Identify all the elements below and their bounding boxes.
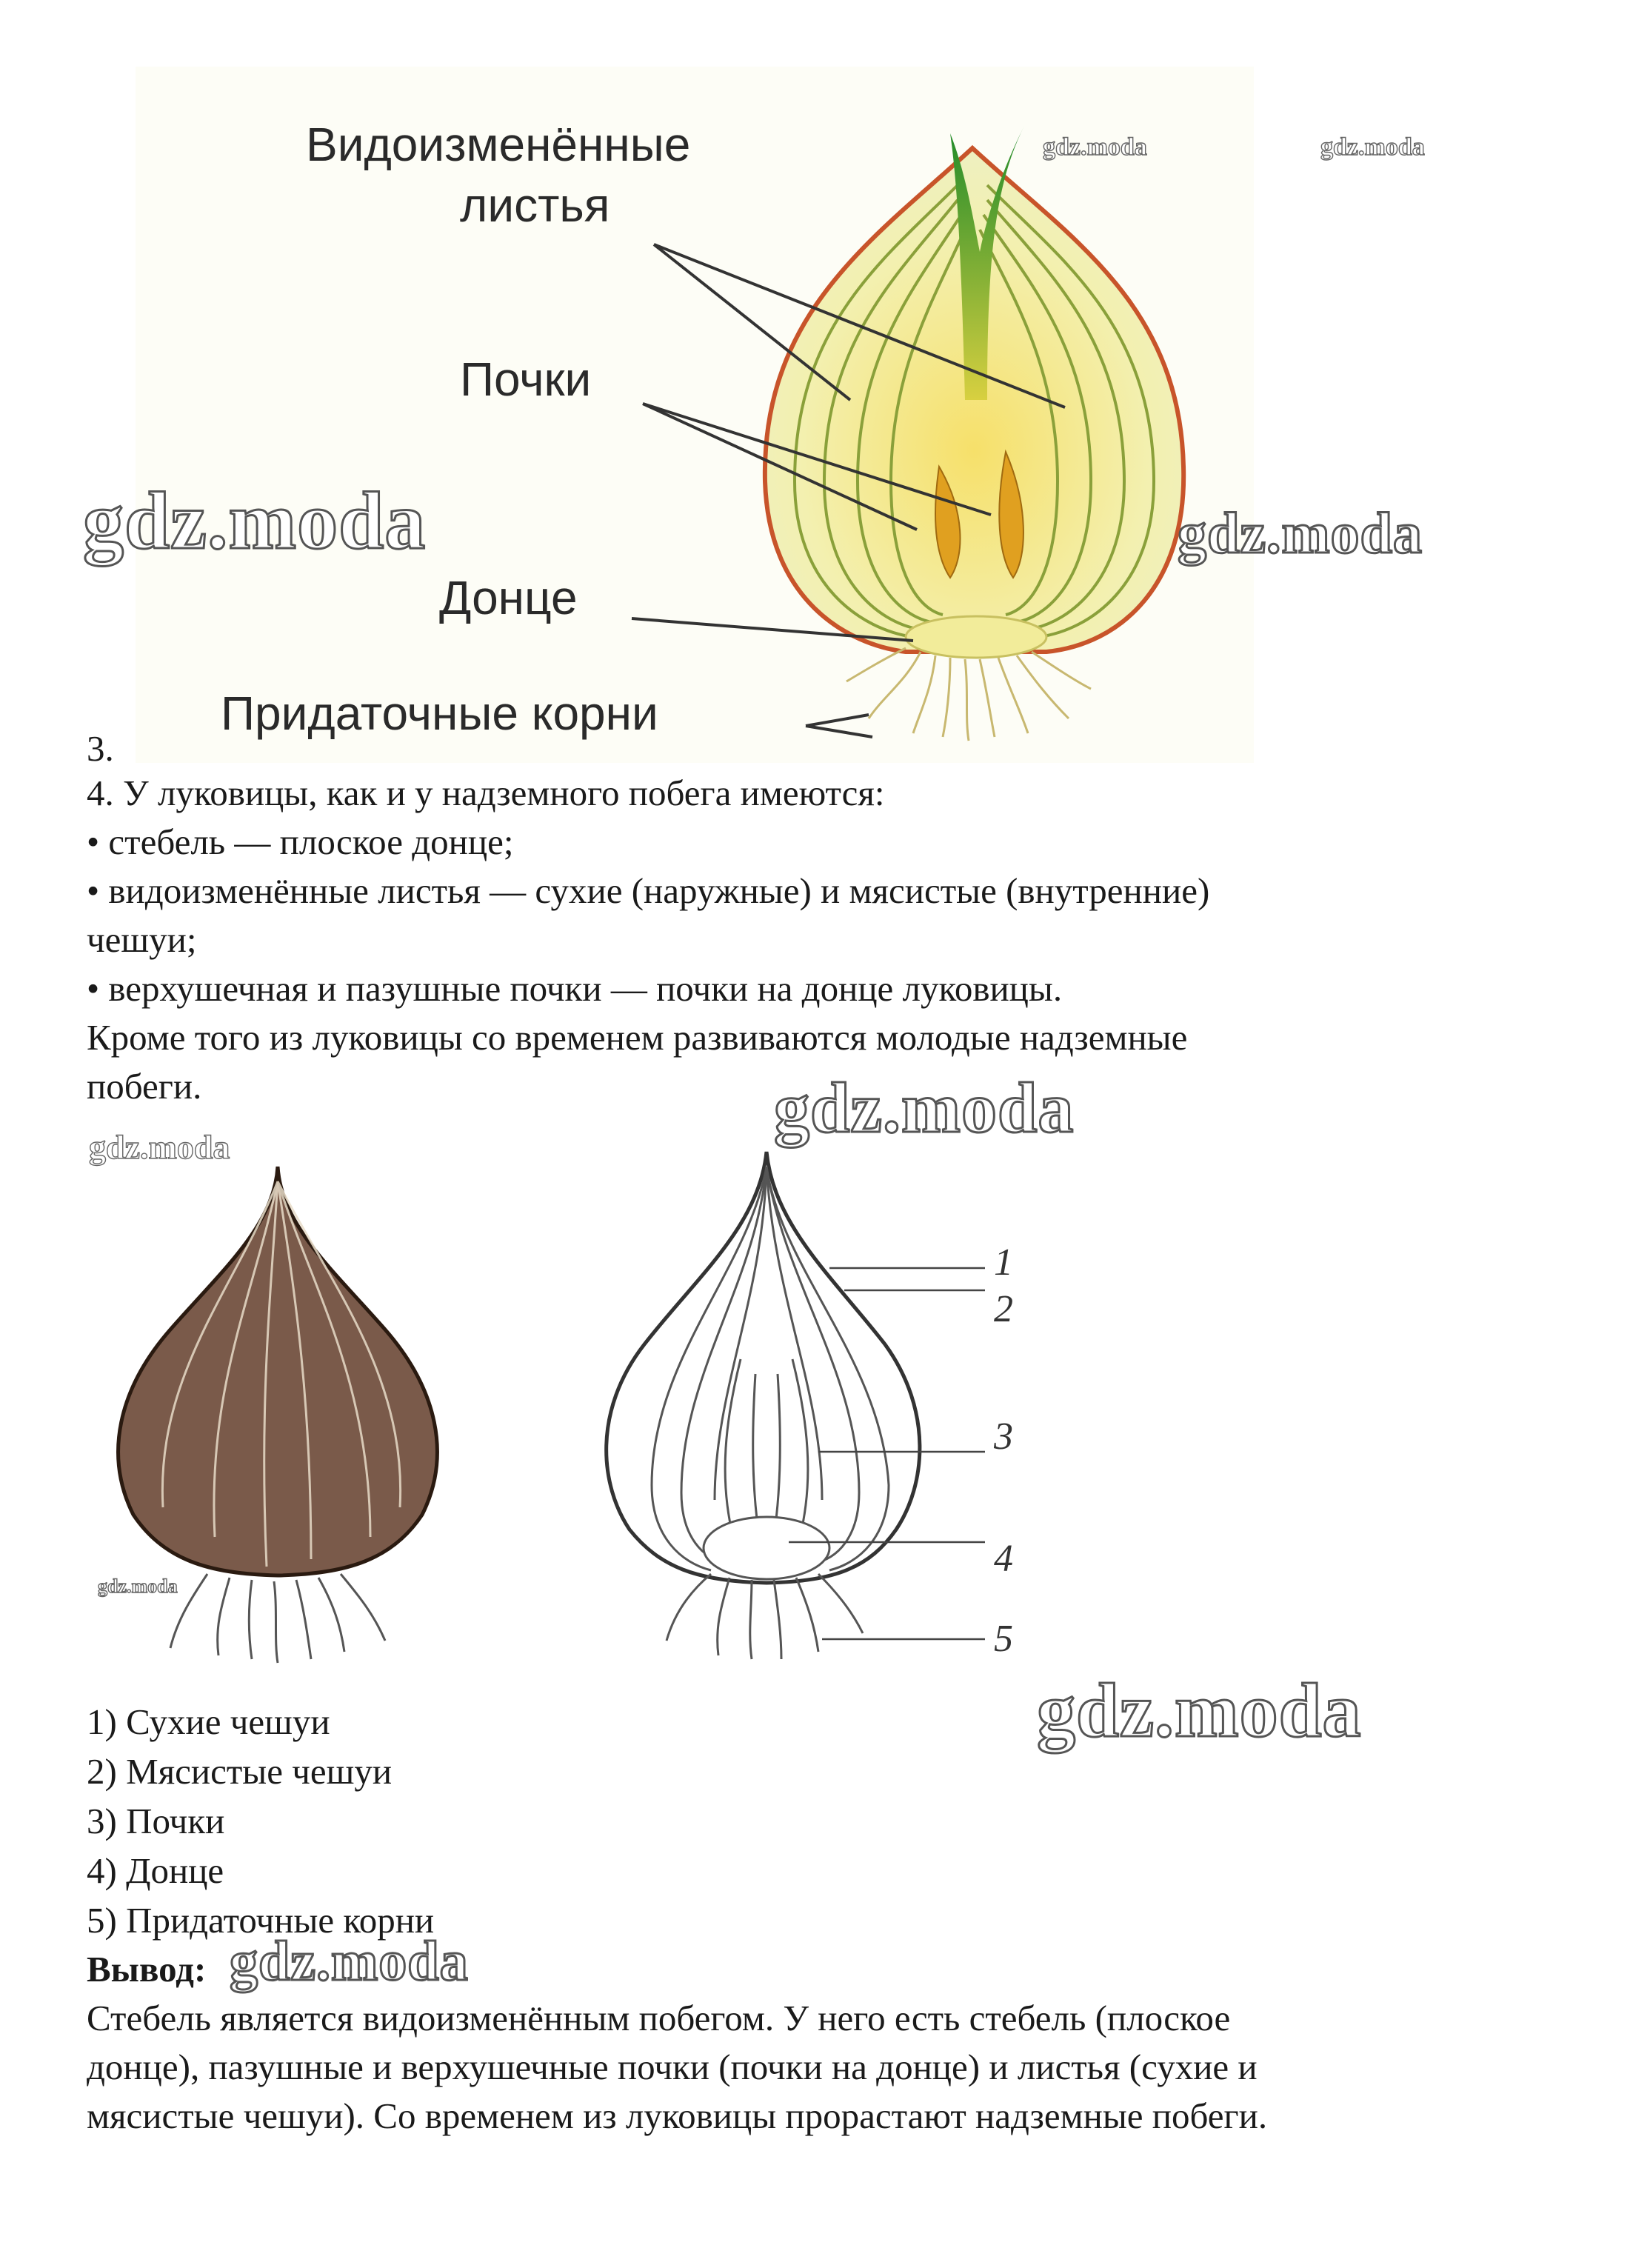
watermark: gdz.moda <box>230 1930 469 1992</box>
legend-item-1: 1) Сухие чешуи <box>87 1701 330 1742</box>
onion-drawings <box>89 1137 1052 1685</box>
bullet-leaves: • видоизменённые листья — сухие (наружные) и мясистые (внутренние) <box>87 870 1210 911</box>
watermark: gdz.moda <box>83 476 427 566</box>
conclusion-line-2: донце), пазушные и верхушечные почки (почки на донце) и листья (сухие и <box>87 2047 1258 2087</box>
watermark: gdz.moda <box>1043 133 1147 161</box>
watermark: gdz.moda <box>1037 1668 1362 1753</box>
conclusion-heading: Вывод: <box>87 1949 207 1989</box>
watermark: gdz.moda <box>89 1128 230 1166</box>
watermark: gdz.moda <box>1320 133 1425 161</box>
legend-item-2: 2) Мясистые чешуи <box>87 1751 393 1792</box>
roots <box>846 648 1091 741</box>
external-roots <box>170 1574 385 1663</box>
label-basal-plate: Донце <box>439 571 578 624</box>
callout-4: 4 <box>994 1538 1013 1580</box>
watermark: gdz.moda <box>1178 501 1423 565</box>
item-4-intro: 4. У луковицы, как и у надземного побега имеются: <box>87 773 885 813</box>
legend-item-5: 5) Придаточные корни <box>87 1900 435 1941</box>
label-modified-leaves-1: Видоизменённые <box>306 118 691 171</box>
label-adventitious-roots: Придаточные корни <box>221 687 658 740</box>
onion-cross-section <box>136 67 1254 763</box>
watermark: gdz.moda <box>98 1575 178 1597</box>
extra-line-1: Кроме того из луковицы со временем развиваются молодые надземные <box>87 1017 1188 1058</box>
watermark: gdz.moda <box>774 1068 1075 1147</box>
legend-item-3: 3) Почки <box>87 1801 225 1841</box>
callout-1: 1 <box>994 1241 1013 1284</box>
conclusion-line-3: мясистые чешуи). Со временем из луковицы прорастают надземные побеги. <box>87 2095 1268 2136</box>
legend-item-4: 4) Донце <box>87 1850 224 1891</box>
section-roots <box>667 1574 863 1659</box>
extra-line-2: побеги. <box>87 1066 202 1107</box>
callout-3: 3 <box>994 1415 1013 1458</box>
conclusion-line-1: Стебель является видоизменённым побегом. У него есть стебель (плоское <box>87 1998 1231 2038</box>
onion-external <box>118 1167 438 1575</box>
label-modified-leaves-2: листья <box>460 179 610 232</box>
callout-2: 2 <box>994 1288 1013 1330</box>
bullet-leaves-cont: чешуи; <box>87 919 197 960</box>
bullet-buds: • верхушечная и пазушные почки — почки на донце луковицы. <box>87 968 1063 1009</box>
section-basal-plate <box>704 1517 829 1579</box>
onion-diagram-colored <box>136 67 1425 763</box>
label-buds: Почки <box>460 353 592 406</box>
item-3-number: 3. <box>87 728 114 769</box>
onion-external-and-section <box>89 1137 1052 1685</box>
bullet-stem: • стебель — плоское донце; <box>87 821 514 862</box>
basal-plate <box>906 616 1046 658</box>
callout-5: 5 <box>994 1618 1013 1660</box>
